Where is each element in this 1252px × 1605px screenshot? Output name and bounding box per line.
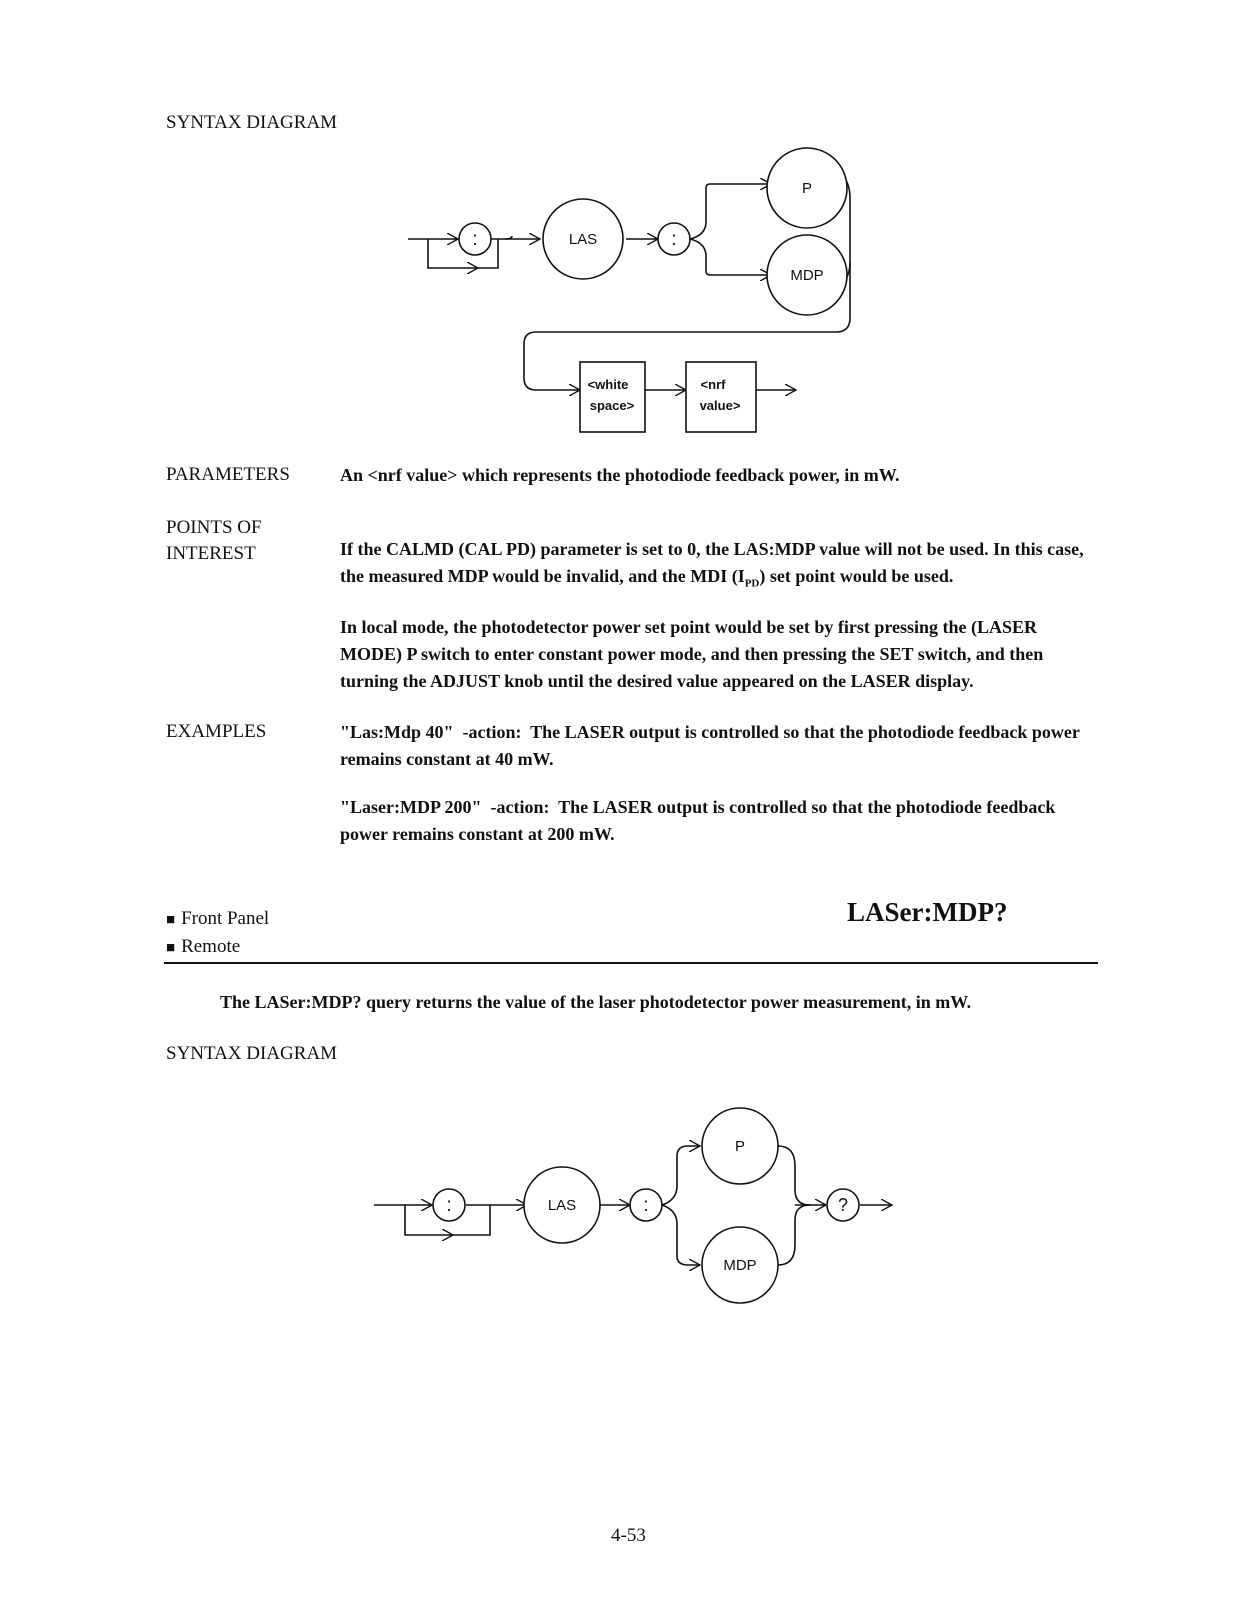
nrf-value-label-2: value>	[699, 398, 741, 413]
parameters-label: PARAMETERS	[166, 464, 290, 485]
query-description: The LASer:MDP? query returns the value of the laser photodetector power measurement, in mW.	[220, 992, 972, 1012]
mdp-label: MDP	[790, 267, 824, 284]
las-label-b: LAS	[547, 1197, 577, 1214]
command-title: LASer:MDP?	[847, 897, 1008, 927]
front-panel-text: Front Panel	[181, 908, 270, 929]
las-label: LAS	[568, 231, 598, 248]
poi-p1-after: ) set point would be used.	[759, 566, 954, 586]
mdp-label-b: MDP	[723, 1257, 757, 1274]
poi-p1-before: If the CALMD (CAL PD) parameter is set to 0, the LAS:MDP value will not be used. In this case, the measured MDP would be invalid, and the MDI (I	[340, 539, 1084, 586]
syntax-diagram-label-2: SYNTAX DIAGRAM	[166, 1043, 338, 1064]
p-label-b: P	[734, 1138, 746, 1155]
parameters-text: An <nrf value> which represents the photodiode feedback power, in mW.	[340, 465, 900, 485]
remote-text: Remote	[181, 936, 241, 957]
white-space-label-2: space>	[589, 398, 635, 413]
nrf-value-label-1: <nrf	[700, 377, 726, 392]
square-bullet-icon: ■	[166, 912, 176, 928]
example-1: "Las:Mdp 40" -action: The LASER output is controlled so that the photodiode feedback power remains constant at 40 mW.	[340, 722, 1085, 769]
examples-label: EXAMPLES	[166, 721, 267, 742]
example-2: "Laser:MDP 200" -action: The LASER output is controlled so that the photodiode feedback power remains constant at 200 mW.	[340, 797, 1060, 844]
syntax-diagram-label-1: SYNTAX DIAGRAM	[166, 112, 338, 133]
poi-paragraph-2: In local mode, the photodetector power set point would be set by first pressing the (LASER MODE) P switch to enter constant power mode, and then pressing the SET switch, and then turning the ADJUST knob until the desired value appeared on the LASER display.	[340, 617, 1044, 691]
white-space-label-1: <white	[587, 377, 629, 392]
p-label: P	[801, 180, 813, 197]
page-number: 4-53	[611, 1525, 646, 1546]
colon-label-2: :	[671, 229, 677, 250]
colon-label-1: :	[472, 229, 478, 250]
colon-label-2b: :	[643, 1195, 649, 1216]
poi-p1-subscript: PD	[744, 577, 760, 590]
question-label: ?	[837, 1195, 849, 1215]
poi-label-line1: POINTS OF	[166, 517, 262, 538]
colon-label-1b: :	[446, 1195, 452, 1216]
poi-label-line2: INTEREST	[166, 543, 256, 564]
square-bullet-icon: ■	[166, 940, 176, 956]
